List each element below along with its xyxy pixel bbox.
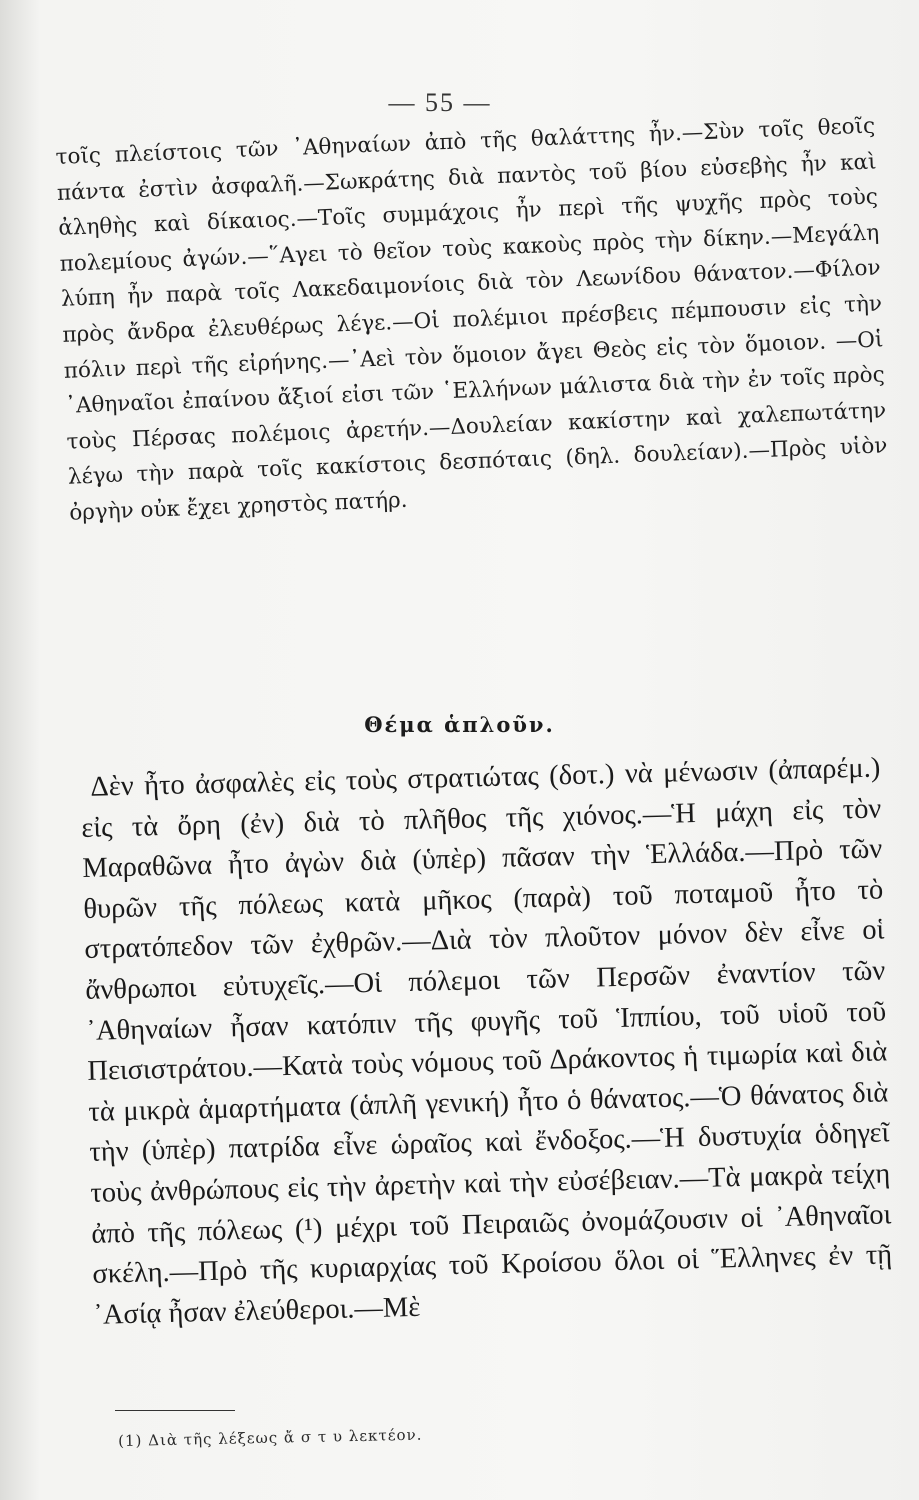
- footnote: (1) Διὰ τῆς λέξεως ἄ σ τ υ λεκτέον.: [118, 1425, 423, 1450]
- footnote-divider: [115, 1410, 235, 1411]
- section-heading: Θέμα ἁπλοῦν.: [364, 712, 555, 737]
- paragraph-one-text: τοῖς πλείστοις τῶν ᾿Αθηναίων ἀπὸ τῆς θαλάττης ἦν.—Σὺν τοῖς θεοῖς πάντα ἐστὶν ἀσφαλῆ.—Σωκράτης διὰ παντὸς τοῦ βίου εὐσεβὴς ἦν καὶ ἀληθὴς καὶ δίκαιος.—Τοῖς συμμάχοις ἦν περὶ τῆς ψυχῆς πρὸς τοὺς πολεμίους ἀγών.—῞Αγει τὸ θεῖον τοὺς κακοὺς πρὸς τὴν δίκην.—Μεγάλη λύπη ἦν παρὰ τοῖς Λακεδαιμονίοις διὰ τὸν Λεωνίδου θάνατον.—Φίλον πρὸς ἄνδρα ἐλευθέρως λέγε.—Οἱ πολέμιοι πρέσβεις πέμπουσιν εἰς τὴν πόλιν περὶ τῆς εἰρήνης.—᾿Αεὶ τὸν ὅμοιον ἄγει Θεὸς εἰς τὸν ὅμοιον. —Οἱ ᾿Αθηναῖοι ἐπαίνου ἄξιοί εἰσι τῶν ῾Ελλήνων μάλιστα διὰ τὴν ἐν τοῖς πρὸς τοὺς Πέρσας πολέμοις ἀρετήν.—Δουλείαν κακίστην καὶ χαλεπωτάτην λέγω τὴν παρὰ τοῖς κακίστοις δεσπόταις (δηλ. δουλείαν).—Πρὸς υἱὸν ὀργὴν οὐκ ἔχει χρηστὸς πατήρ.: [55, 113, 888, 526]
- exercise-paragraph-modern: [80, 748, 894, 1336]
- page-number: — 55 —: [388, 88, 492, 117]
- exercise-paragraph-greek: [55, 109, 889, 532]
- paragraph-two-text: Δὲν ἦτο ἀσφαλὲς εἰς τοὺς στρατιώτας (δοτ.) νὰ μένωσιν (ἀπαρέμ.) εἰς τὰ ὄρη (ἐν) διὰ τὸ πλῆθος τῆς χιόνος.—Ἡ μάχη εἰς τὸν Μαραθῶνα ἦτο ἀγὼν διὰ (ὑπὲρ) πᾶσαν τὴν Ἑλλάδα.—Πρὸ τῶν θυρῶν τῆς πόλεως κατὰ μῆκος (παρὰ) τοῦ ποταμοῦ ἦτο τὸ στρατόπεδον τῶν ἐχθρῶν.—Διὰ τὸν πλοῦτον μόνον δὲν εἶνε οἱ ἄνθρωποι εὐτυχεῖς.—Οἱ πόλεμοι τῶν Περσῶν ἐναντίον τῶν ᾿Αθηναίων ἦσαν κατόπιν τῆς φυγῆς τοῦ Ἱππίου, τοῦ υἱοῦ τοῦ Πεισιστράτου.—Κατὰ τοὺς νόμους τοῦ Δράκοντος ἡ τιμωρία καὶ διὰ τὰ μικρὰ ἁμαρτήματα (ἁπλῆ γενική) ἦτο ὁ θάνατος.—Ὁ θάνατος διὰ τὴν (ὑπὲρ) πατρίδα εἶνε ὡραῖος καὶ ἔνδοξος.—Ἡ δυστυχία ὁδηγεῖ τοὺς ἀνθρώπους εἰς τὴν ἀρετὴν καὶ τὴν εὐσέβειαν.—Τὰ μακρὰ τείχη ἀπὸ τῆς πόλεως (¹) μέχρι τοῦ Πειραιῶς ὀνομάζουσιν οἱ ᾿Αθηναῖοι σκέλη.—Πρὸ τῆς κυριαρχίας τοῦ Κροίσου ὅλοι οἱ Ἕλληνες ἐν τῇ ᾿Ασίᾳ ἦσαν ἐλεύθεροι.—Μὲ: [81, 752, 893, 1331]
